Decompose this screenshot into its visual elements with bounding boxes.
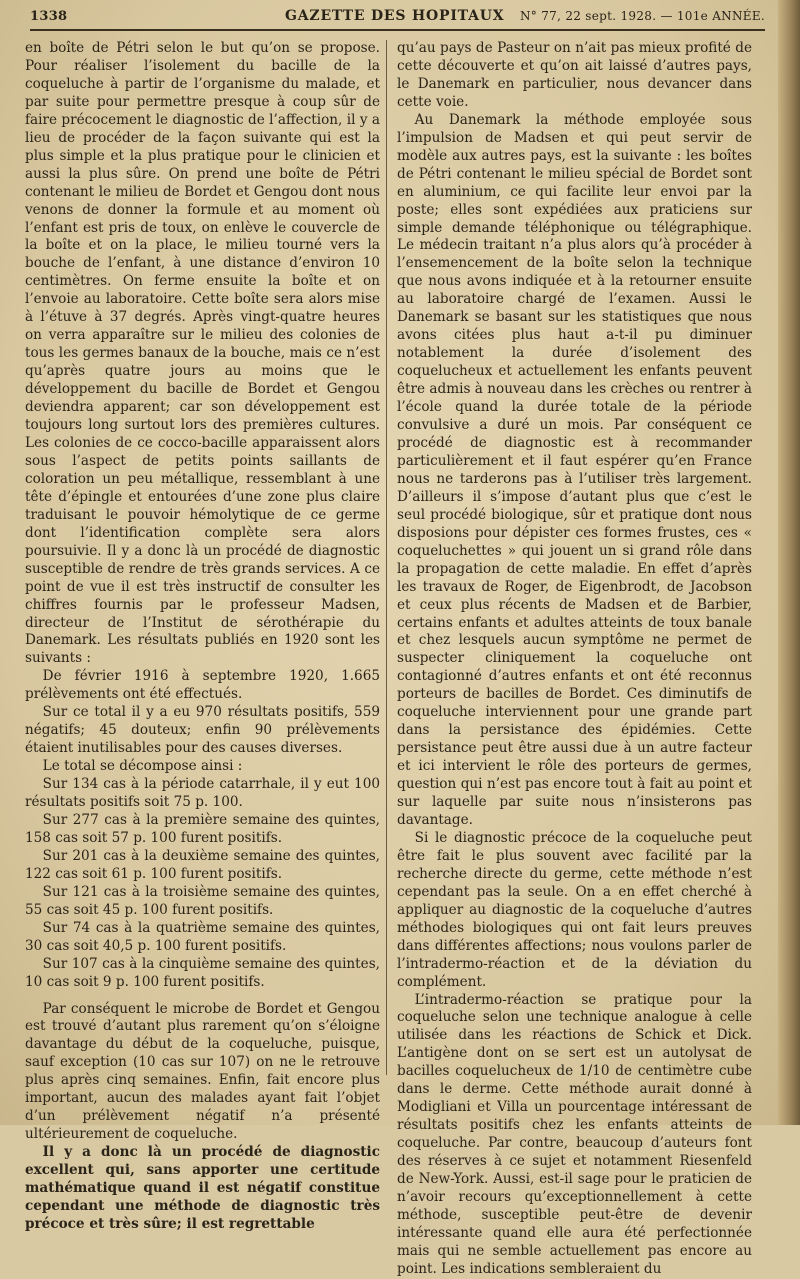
page-header [30,2,765,28]
paragraph: Sur 121 cas à la troisième semaine des quintes, 55 cas soit 45 p. 100 furent positifs. [25,883,380,918]
issue-info: N° 77, 22 sept. 1928. — 101e ANNÉE. [520,9,765,23]
paragraph: L’intradermo-réaction se pratique pour la coqueluche selon une technique analogue à celle utilisée dans les réactions de Schick et Dick. L’antigène dont on se sert est un autolysat de bacilles coquelucheux de 1/10 de centimètre cube dans le derme. Cette méthode aurait donné à Modigliani et Villa un pourcentage intéressant de résultats positifs chez les enfants atteints de coqueluche. Par contre, beaucoup d’auteurs font des réserves à ce sujet et notamment Riesenfeld de New-York. Aussi, est-il sage pour le praticien de n’avoir recours qu’exceptionnellement à cette méthode, susceptible peut-être de devenir intéressante quand elle aura été perfectionnée mais qui ne semble actuellement pas encore au point. Les indications sembleraient du [397,991,752,1277]
paragraph: Sur ce total il y a eu 970 résultats positifs, 559 négatifs; 45 douteux; enfin 90 prélèvements étaient inutilisables pour des causes diverses. [25,704,380,757]
right-column [397,40,752,1277]
paragraph: en boîte de Pétri selon le but qu’on se propose. Pour réaliser l’isolement du bacille de la coqueluche à partir de l’organisme du malade, et par suite pour permettre presque à coup sûr de faire précocement le diagnostic de l’affection, il y a lieu de procéder de la façon suivante qui est la plus simple et la plus pratique pour le clinicien et aussi la plus sûre. On prend une boîte de Pétri contenant le milieu de Bordet et Gengou dont nous venons de donner la formule et au moment où l’enfant est pris de toux, on enlève le couvercle de la boîte et on la place, le milieu tourné vers la bouche de l’enfant, à une distance d’environ 10 centimètres. On ferme ensuite la boîte et on l’envoie au laboratoire. Cette boîte sera alors mise à l’étuve à 37 degrés. Après vingt-quatre heures on verra apparaître sur le milieu des colonies de tous les germes banaux de la bouche, mais ce n’est qu’après quatre jours au moins que le développement du bacille de Bordet et Gengou deviendra apparent; car son développement est toujours long surtout lors des premières cultures. Les colonies de ce cocco-bacille apparaissent alors sous l’aspect de petits points saillants de coloration un peu métallique, ressemblant à une tête d’épingle et entourées d’une zone plus claire traduisant le pouvoir hémolytique de ce germe dont l’identification complète sera alors poursuivie. Il y a donc là un procédé de diagnostic susceptible de rendre de très grands services. A ce point de vue il est très instructif de consulter les chiffres fournis par le professeur Madsen, directeur de l’Institut de sérothérapie du Danemark. Les résultats publiés en 1920 sont les suivants : [25,40,380,667]
paragraph: Au Danemark la méthode employée sous l’impulsion de Madsen et qui peut servir de modèle aux autres pays, est la suivante : les boîtes de Pétri contenant le milieu spécial de Bordet sont en aluminium, ce qui facilite leur envoi par la poste; elles sont expédiées aux praticiens sur simple demande téléphonique ou télégraphique. Le médecin traitant n’a plus alors qu’à procéder à l’ensemencement de la boîte selon la technique que nous avons indiquée et à la retourner ensuite au laboratoire chargé de l’examen. Aussi le Danemark se basant sur les statistiques que nous avons citées plus haut a-t-il pu diminuer notablement la durée d’isolement des coquelucheux et actuellement les enfants peuvent être admis à nouveau dans les crèches ou rentrer à l’école quand la durée totale de la période convulsive a duré un mois. Par conséquent ce procédé de diagnostic est à recommander particulièrement et il faut espérer qu’en France nous ne tarderons pas à l’utiliser très largement. D’ailleurs il s’impose d’autant plus que c’est le seul procédé biologique, sûr et pratique dont nous disposions pour dépister ces formes frustes, ces « coqueluchettes » qui jouent un si grand rôle dans la propagation de cette maladie. En effet d’après les travaux de Roger, de Eigenbrodt, de Jacobson et ceux plus récents de Madsen et de Barbier, certains enfants et adultes atteints de toux banale et chez lesquels aucun symptôme ne permet de suspecter cliniquement la coqueluche ont contagionné d’autres enfants et ont été reconnus porteurs de bacilles de Bordet. Ces diminutifs de coqueluche interviennent pour une grande part dans la persistance des épidémies. Cette persistance peut être aussi due à un autre facteur et ici intervient le rôle des porteurs de germes, question qui n’est pas encore tout à fait au point et sur laquelle par suite nous n’insisterons pas davantage. [397,111,752,828]
header-rule [30,29,765,31]
paragraph: Par conséquent le microbe de Bordet et Gengou est trouvé d’autant plus rarement qu’on s’éloigne davantage du début de la coqueluche, puisque, sauf exception (10 cas sur 107) on ne le retrouve plus après cinq semaines. Enfin, fait encore plus important, aucun des malades ayant fait l’objet d’un prélèvement négatif n’a présenté ultérieurement de coqueluche. [25,1000,380,1143]
column-divider [386,40,387,1075]
paragraph: Il y a donc là un procédé de diagnostic excellent qui, sans apporter une certitude mathématique quand il est négatif constitue cependant une méthode de diagnostic très précoce et très sûre; il est regrettable [25,1144,380,1232]
left-column [25,40,380,1232]
page-binding-edge [778,0,800,1125]
paragraph: Sur 277 cas à la première semaine des quintes, 158 cas soit 57 p. 100 furent positifs. [25,811,380,846]
journal-title: GAZETTE DES HOPITAUX [285,8,505,24]
paragraph: De février 1916 à septembre 1920, 1.665 prélèvements ont été effectués. [25,668,380,703]
paragraph: Sur 107 cas à la cinquième semaine des quintes, 10 cas soit 9 p. 100 furent positifs. [25,955,380,990]
paragraph: Sur 74 cas à la quatrième semaine des quintes, 30 cas soit 40,5 p. 100 furent positifs. [25,919,380,954]
paragraph: Si le diagnostic précoce de la coqueluche peut être fait le plus souvent avec facilité par la recherche directe du germe, cette méthode n’est cependant pas la seule. On a en effet cherché à appliquer au diagnostic de la coqueluche d’autres méthodes biologiques qui ont fait leurs preuves dans différentes affections; nous voulons parler de l’intradermo-réaction et de la déviation du complément. [397,829,752,990]
paragraph: Le total se décompose ainsi : [42,758,243,775]
paragraph: qu’au pays de Pasteur on n’ait pas mieux profité de cette découverte et qu’on ait laissé d’autres pays, le Danemark en particulier, nous devancer dans cette voie. [397,40,752,110]
paragraph: Sur 134 cas à la période catarrhale, il y eut 100 résultats positifs soit 75 p. 100. [25,776,380,811]
page-number: 1338 [30,9,68,24]
paragraph: Sur 201 cas à la deuxième semaine des quintes, 122 cas soit 61 p. 100 furent positifs. [25,847,380,882]
